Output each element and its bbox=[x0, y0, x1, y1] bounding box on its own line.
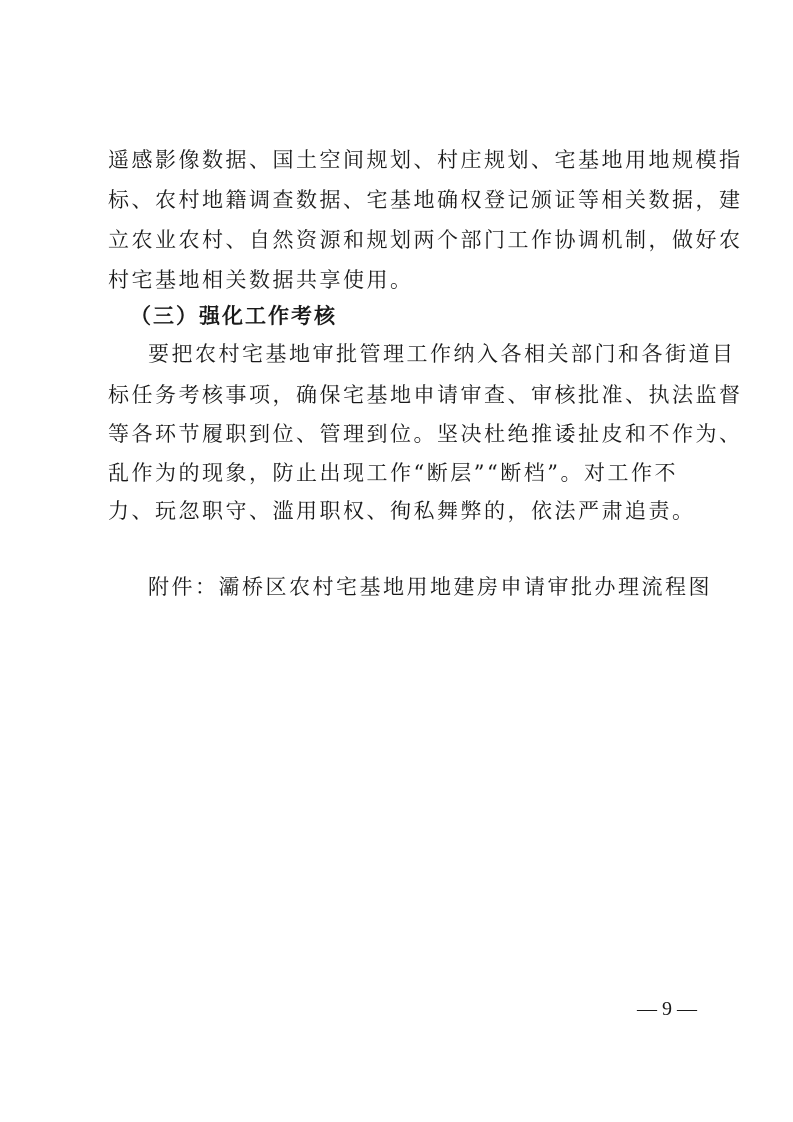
section-heading: （三）强化工作考核 bbox=[130, 304, 337, 328]
paragraph-2-line-2: 标任务考核事项，确保宅基地申请审查、审核批准、执法监督 bbox=[108, 383, 743, 407]
paragraph-1-line-4: 村宅基地相关数据共享使用。 bbox=[108, 268, 414, 292]
paragraph-2-line-3: 等各环节履职到位、管理到位。坚决杜绝推诿扯皮和不作为、 bbox=[108, 422, 743, 446]
paragraph-2-line-1: 要把农村宅基地审批管理工作纳入各相关部门和各街道目 bbox=[148, 342, 736, 366]
paragraph-2-line-4: 乱作为的现象，防止出现工作“断层”“断档”。对工作不 bbox=[108, 461, 678, 485]
paragraph-1-line-1: 遥感影像数据、国土空间规划、村庄规划、宅基地用地规模指 bbox=[108, 148, 743, 172]
paragraph-1-line-3: 立农业农村、自然资源和规划两个部门工作协调机制，做好农 bbox=[108, 228, 743, 252]
page-number: — 9 — bbox=[637, 998, 697, 1020]
paragraph-1-line-2: 标、农村地籍调查数据、宅基地确权登记颁证等相关数据，建 bbox=[108, 188, 743, 212]
paragraph-2-line-5: 力、玩忽职守、滥用职权、徇私舞弊的，依法严肃追责。 bbox=[108, 499, 696, 523]
attachment-note: 附件：灞桥区农村宅基地用地建房申请审批办理流程图 bbox=[148, 575, 712, 599]
